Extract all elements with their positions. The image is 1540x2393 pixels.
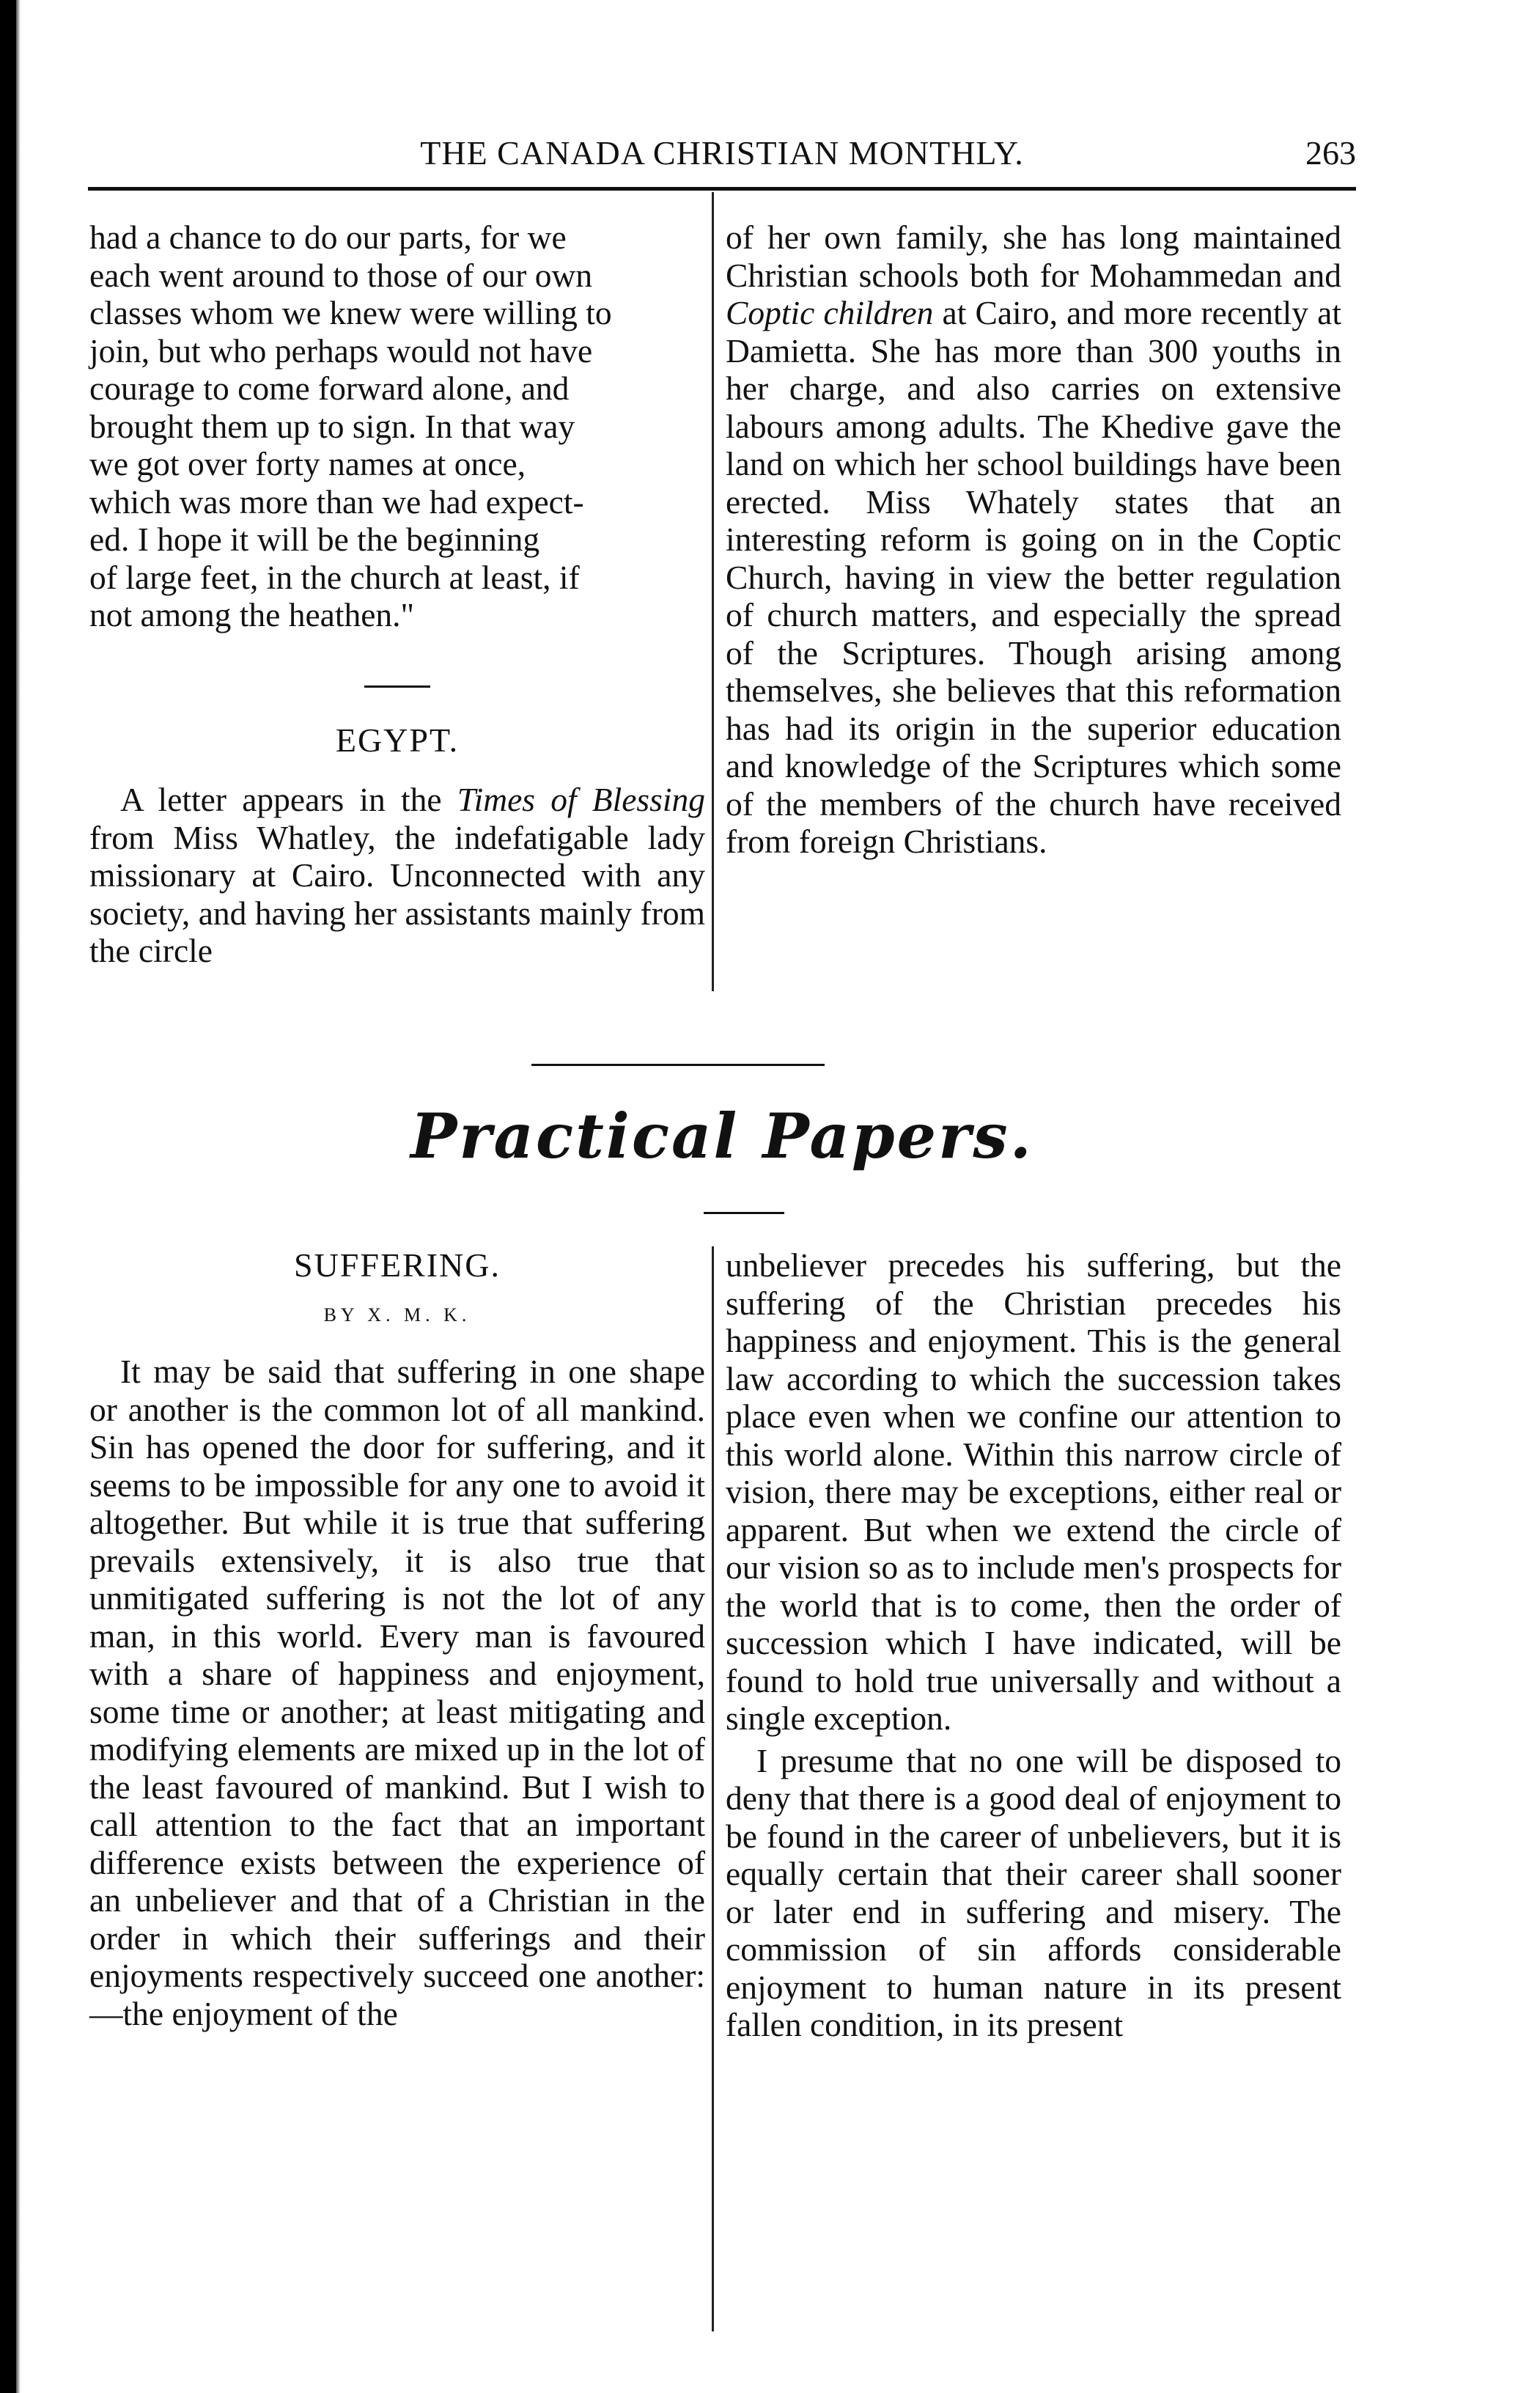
text-line: ed. I hope it will be the beginning xyxy=(89,521,540,558)
article-byline: BY X. M. K. xyxy=(323,1304,471,1326)
text-line: each went around to those of our own xyxy=(89,256,593,294)
lower-right-column xyxy=(726,1246,1341,2044)
text-line: of large feet, in the church at least, if xyxy=(89,558,580,596)
suffering-heading: SUFFERING. xyxy=(293,1246,501,1284)
upper-right-column xyxy=(726,218,1341,861)
egypt-cont-italic: Coptic children xyxy=(726,294,934,331)
header-rule xyxy=(88,187,1356,191)
egypt-paragraph xyxy=(89,781,705,970)
suffering-paragraph-1: It may be said that suffering in one shape or another is the common lot of all mankind. Sin has opened the door for suffering, and it seems to be impossible for any one to avoid it altogether. But while it is true that suffering prevails extensively, it is also true that unmitigated suffering is not the lot of any man, in this world. Every man is favoured with a share of happiness and enjoyment, some time or another; at least mitigating and modifying elements are mixed up in the lot of the least favoured of mankind. But I wish to call attention to the fact that an important difference exists between the experience of an unbeliever and that of a Christian in the order in which their sufferings and their enjoyments respectively succeed one another:—the enjoyment of the xyxy=(89,1353,705,2032)
egypt-text-2: from Miss Whatley, the indefatigable lady missionary at Cairo. Unconnected with any society, and having her assistants mainly from the circle xyxy=(89,818,705,969)
upper-left-column xyxy=(89,218,705,970)
suffering-paragraph-1-continued: unbeliever precedes his suffering, but the suffering of the Christian precedes his happiness and enjoyment. This is the general law according to which the succession takes place even when we confine our attention to this world alone. Within this narrow circle of vision, there may be exceptions, either real or apparent. But when we extend the circle of our vision so as to include men's prospects for the world that is to come, then the order of succession which I have indicated, will be found to hold true universally and without a single exception. xyxy=(726,1246,1341,1737)
lower-left-column xyxy=(89,1246,705,2032)
egypt-italic-title: Times of Blessing xyxy=(457,781,705,818)
egypt-cont-text-2: at Cairo, and more recently at Damietta. She has more than 300 youths in her charge, and also carries on extensive labours among adults. The Khedive gave the land on which her school buildings have been erected. Miss Whately states that an interesting reform is going on in the Coptic Church, having in view the better regulation of church matters, and especially the spread of the Scriptures. Though arising among themselves, she believes that this reformation has had its origin in the superior education and knowledge of the Scriptures which some of the members of the church have received from foreign Christians. xyxy=(726,294,1341,860)
section-divider-rule xyxy=(531,1064,825,1066)
egypt-cont-text-1: of her own family, she has long maintained Christian schools both for Mohammedan and xyxy=(726,218,1341,294)
egypt-continued-paragraph xyxy=(726,218,1341,861)
page-binding-edge xyxy=(0,0,16,2393)
column-divider-upper xyxy=(712,192,714,991)
text-line: join, but who perhaps would not have xyxy=(89,331,593,370)
text-line: we got over forty names at once, xyxy=(89,445,526,482)
text-line: courage to come forward alone, and xyxy=(89,370,570,407)
section-title-rule xyxy=(704,1212,784,1214)
suffering-paragraph-2: I presume that no one will be disposed to deny that there is a good deal of enjoyment to be found in the career of unbelievers, but it is equally certain that their career shall sooner or later end in suffering and misery. The commission of sin affords considerable enjoyment to human nature in its present fallen condition, in its present xyxy=(726,1741,1341,2043)
text-line: brought them up to sign. In that way xyxy=(89,407,575,445)
section-separator-rule xyxy=(364,685,430,688)
page-number: 263 xyxy=(1305,134,1356,172)
text-line: which was more than we had expect- xyxy=(89,482,584,521)
text-line: had a chance to do our parts, for we xyxy=(89,218,567,256)
text-line: not among the heathen." xyxy=(89,596,415,633)
continued-quote-paragraph xyxy=(89,218,705,634)
egypt-text-1: A letter appears in the xyxy=(120,781,457,818)
section-title: Practical Papers. xyxy=(410,1100,1034,1172)
running-head-title: THE CANADA CHRISTIAN MONTHLY. xyxy=(420,134,1024,172)
text-line: classes whom we knew were willing to xyxy=(89,294,612,331)
egypt-heading: EGYPT. xyxy=(335,721,460,759)
running-head xyxy=(88,133,1356,177)
column-divider-lower xyxy=(712,1246,714,2331)
